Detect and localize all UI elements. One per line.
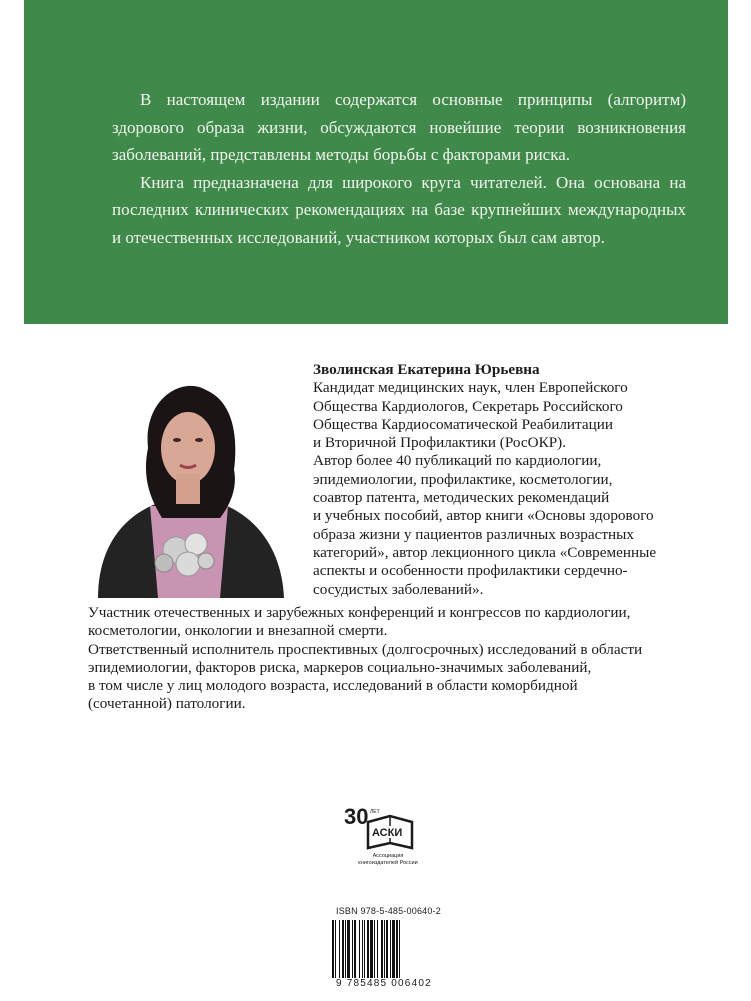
bio-line: и учебных пособий, автор книги «Основы здорового (313, 507, 654, 525)
annotation-paragraph: Книга предназначена для широкого круга читателей. Она основана на последних клинических рекомендациях на базе крупнейших международных и отечественных исследований, участником которых был сам автор. (112, 172, 686, 247)
bio-line: эпидемиологии, профилактике, косметологии, (313, 470, 613, 488)
barcode-bar (335, 920, 336, 978)
activity-line: Ответственный исполнитель проспективных (долгосрочных) исследований в области (88, 640, 643, 658)
activity-line: в том числе у лиц молодого возраста, исследований в области коморбидной (88, 677, 578, 695)
bio-line: категорий», автор лекционного цикла «Современные (313, 543, 657, 561)
logo-caption: книгоиздателей России (358, 860, 418, 866)
author-photo (88, 378, 290, 598)
barcode-bar (377, 920, 378, 978)
author-bio (313, 361, 713, 599)
barcode-bar (381, 920, 383, 978)
barcode-bar (354, 920, 356, 978)
bio-line: Общества Кардиосоматической Реабилитации (313, 415, 613, 433)
barcode-bar (345, 920, 346, 978)
logo-years: 30 (344, 804, 369, 829)
ean-digits: 9 785485 006402 (336, 978, 432, 989)
logo-years-suffix: ЛЕТ (370, 809, 380, 815)
logo-abbr: АСКИ (372, 827, 403, 839)
activity-line: косметологии, онкологии и внезапной смерти. (88, 622, 388, 640)
bio-line: Автор более 40 публикаций по кардиологии, (313, 452, 602, 470)
barcode-bar (384, 920, 385, 978)
annotation-paragraph: В настоящем издании содержатся основные принципы (алгоритм) здорового образа жизни, обсуждаются новейшие теории возникновения заболеваний, представлены методы борьбы с факторами риска. (112, 90, 686, 164)
bio-line: соавтор патента, методических рекомендаций (313, 489, 610, 507)
barcode-bar (347, 920, 350, 978)
barcode-bar (339, 920, 340, 978)
barcode-bar (396, 920, 398, 978)
barcode-bar (362, 920, 363, 978)
barcode-bar (364, 920, 365, 978)
barcode-bar (359, 920, 360, 978)
activity-line: эпидемиологии, факторов риска, маркеров социально-значимых заболеваний, (88, 658, 592, 676)
barcode-bar (386, 920, 388, 978)
annotation-text (112, 86, 686, 251)
barcode-bar (342, 920, 344, 978)
barcode-bar (370, 920, 373, 978)
barcode-bar (352, 920, 353, 978)
barcode-bar (332, 920, 334, 978)
barcode-bar (367, 920, 369, 978)
aski-logo (340, 800, 420, 870)
activity-line: (сочетанной) патологии. (88, 695, 246, 713)
bio-line: аспекты и особенности профилактики сердечно- (313, 562, 628, 580)
author-name: Зволинская Екатерина Юрьевна (313, 361, 540, 378)
bio-line: Общества Кардиологов, Секретарь Российского (313, 397, 623, 415)
barcode-bar (392, 920, 395, 978)
barcode-bar (374, 920, 375, 978)
logo-caption: Ассоциация (372, 853, 404, 859)
isbn-label: ISBN 978-5-485-00640-2 (336, 906, 441, 916)
bio-line: Кандидат медицинских наук, член Европейского (313, 379, 628, 397)
barcode-bar (390, 920, 391, 978)
bio-line: образа жизни у пациентов различных возрастных (313, 525, 634, 543)
bio-line: сосудистых заболеваний». (313, 580, 484, 598)
barcode-bar (399, 920, 400, 978)
activity-line: Участник отечественных и зарубежных конференций и конгрессов по кардиологии, (88, 604, 631, 621)
author-activities (88, 604, 708, 714)
bio-line: и Вторичной Профилактики (РосОКР). (313, 434, 567, 452)
annotation-panel (24, 0, 728, 324)
